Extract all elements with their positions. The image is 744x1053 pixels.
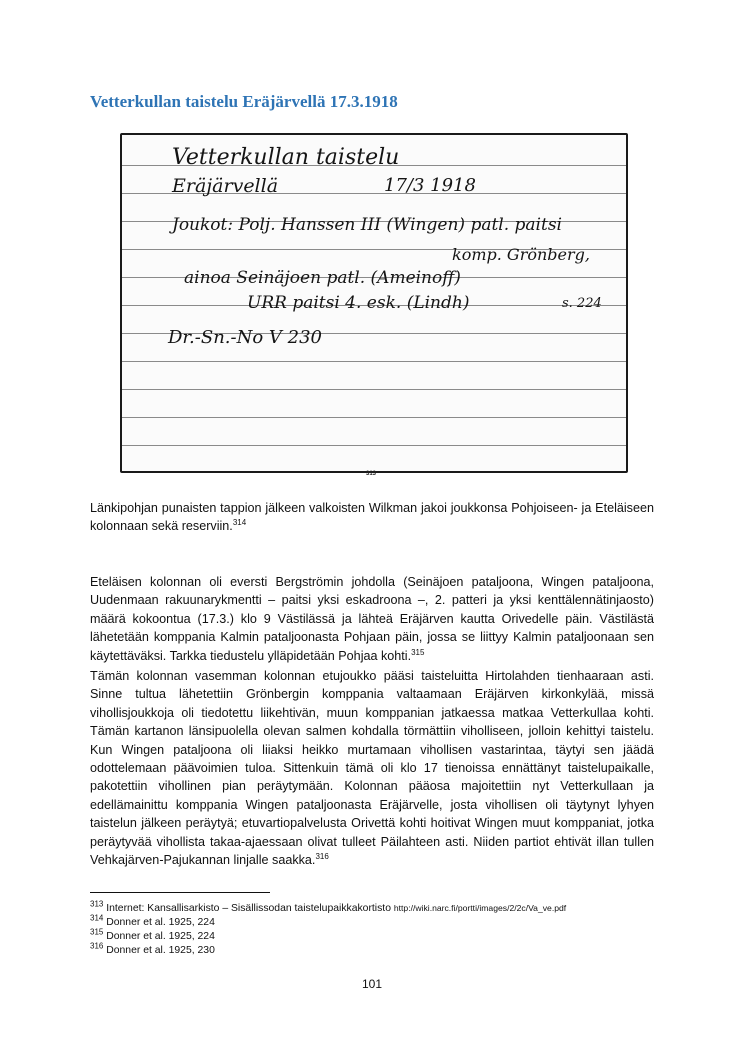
card-page-ref: s. 224	[562, 296, 602, 311]
footnote-separator	[90, 892, 270, 893]
card-ruled-line	[122, 361, 626, 362]
card-units-regiment: URR paitsi 4. esk. (Lindh)	[247, 293, 470, 313]
card-title: Vetterkullan taistelu	[172, 145, 400, 170]
page-number: 101	[361, 977, 383, 991]
footnote-ref: 316	[315, 851, 329, 861]
paragraph: Eteläisen kolonnan oli eversti Bergströmin johdolla (Seinäjoen pataljoona, Wingen pataljoona, Uudenmaan rakuunarykmentti – paitsi yksi eskadroona –, 2. patteri ja yksi kenttälennätinjaosto) määrä kokoontua (17.3.) klo 9 Västilässä ja lähteä Eräjärven kautta Orivedelle päin. Västilästä lähetetään komppania Kalmin pataljoonasta Pohjaan päin, jossa se liittyy Kalmin pataljoonaan sen käytettäväksi. Tarkka tiedustelu ylläpidetään Pohjaa kohti.$^{315}$	[90, 575, 654, 663]
archive-index-card	[120, 133, 628, 473]
paragraph: Tämän kolonnan vasemman kolonnan etujoukko pääsi taisteluitta Hirtolahden tienhaaraan asti. Sinne tultua lähetettiin Grönbergin komppania valtaamaan Eräjärven kirkonkylää, missä vihollisjoukkoja oli tiedotettu liikehtivän, muun komppanian jatkaessa matkaa Vetterkullaa kohti. Tämän kartanon länsipuolella olevan salmen kohdalla törmättiin viholliseen, jolloin kehittyi taistelu. Kun Wingen pataljoona oli liiaksi heikko murtamaan vihollisen vastarintaa, täytyi sen jäädä odottelemaan päävoimien tuloa. Sittenkuin tämä oli klo 17 tienoissa ennättänyt taistelupaikalle, pakotettiin vihollinen pian peräytymään. Kolonnan pääosa majoitettiin nyt Vetterkullaan ja edellämainittu komppania Wingen pataljoonasta Eräjärvelle, josta vihollisen oli täytynyt lyhyen taistelun jälkeen peräytyä; etuvartiopalvelusta Orivettä kohti hoitivat Wingen muut komppaniat, jotka peräytyvää vihollista takaa-ajaessaan olivat tulleet Päilahteen asti. Niiden partiot ehtivät illan tullen Vehkajärven-Pajukannan linjalle saakka.$^{316}$	[90, 669, 654, 868]
footnote-link[interactable]: http://wiki.narc.fi/portti/images/2/2c/Va_ve.pdf	[393, 903, 567, 913]
card-date: 17/3 1918	[384, 175, 476, 196]
card-units-battalion: ainoa Seinäjoen patl. (Ameinoff)	[184, 268, 461, 288]
card-caption: 313	[366, 471, 377, 477]
card-ruled-line	[122, 417, 626, 418]
footnote: $^{316}$ Donner et al. 1925, 230	[90, 941, 215, 956]
card-archive-number: Dr.-Sn.-No V 230	[168, 327, 322, 348]
section-heading: Vetterkullan taistelu Eräjärvellä 17.3.1918	[90, 92, 398, 111]
card-units-company: komp. Grönberg,	[452, 245, 590, 264]
footnote-ref: 314	[232, 518, 247, 528]
paragraph: Länkipohjan punaisten tappion jälkeen valkoisten Wilkman jakoi joukkonsa Pohjoiseen- ja Eteläiseen kolonnaan sekä reserviin.$^{314}$	[90, 501, 654, 534]
card-ruled-line	[122, 445, 626, 446]
card-units: Joukot: Polj. Hanssen III (Wingen) patl. paitsi	[172, 215, 562, 235]
card-location: Eräjärvellä	[172, 175, 279, 197]
footnote: $^{313}$ Internet: Kansallisarkisto – Sisällissodan taistelupaikkakortisto http://wiki.narc.fi/portti/images/2/2c/Va_ve.pdf	[90, 899, 567, 914]
footnote-ref: 315	[411, 647, 425, 657]
footnote: $^{314}$ Donner et al. 1925, 224	[90, 913, 215, 928]
footnote: $^{315}$ Donner et al. 1925, 224	[90, 927, 215, 942]
card-ruled-line	[122, 389, 626, 390]
